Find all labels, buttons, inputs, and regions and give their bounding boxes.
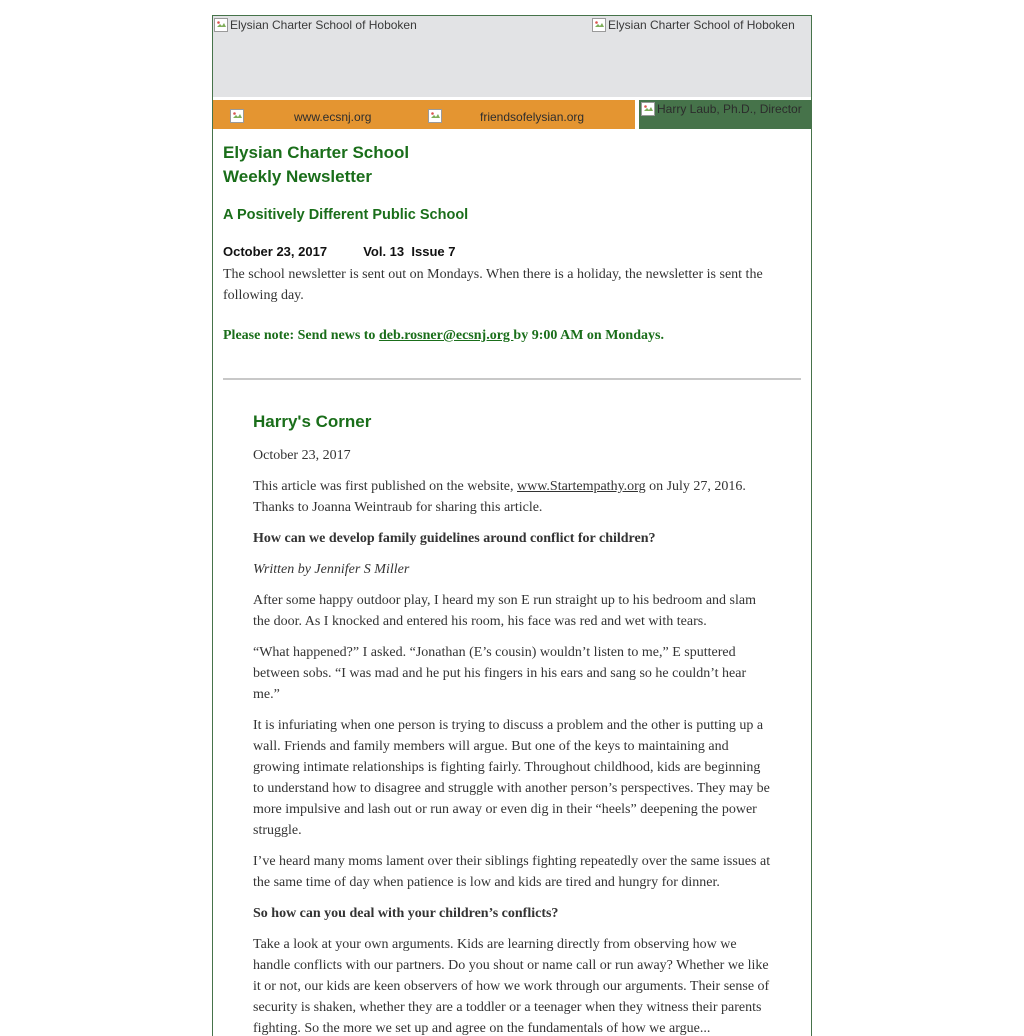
school-logo-left-alt: Elysian Charter School of Hoboken (230, 18, 417, 32)
broken-image-icon (230, 109, 244, 123)
newsletter-tagline: A Positively Different Public School (223, 207, 469, 223)
article-byline: Written by Jennifer S Miller (253, 562, 410, 577)
article-paragraph: “What happened?” I asked. “Jonathan (E’s cousin) wouldn’t listen to me,” E sputtered between sobs. “I was mad and he put his fingers in his ears and sang so he couldn’t hear me.” (253, 645, 747, 702)
source-suffix: on July 27, 2016. Thanks to Joanna Weintraub for sharing this article. (253, 479, 746, 515)
issue-number: Issue 7 (411, 244, 456, 259)
submission-note (223, 325, 803, 346)
nav-link-label: www.ecsnj.org (294, 110, 372, 124)
nav-link-label: friendsofelysian.org (480, 110, 585, 124)
source-prefix: This article was first published on the website, (253, 479, 517, 494)
issue-info (223, 244, 803, 260)
article-heading: Harry's Corner (253, 412, 372, 431)
nav-link-friends[interactable] (428, 109, 584, 124)
article-paragraph: After some happy outdoor play, I heard my son E run straight up to his bedroom and slam the door. As I knocked and entered his room, his face was red and wet with tears. (253, 593, 756, 629)
note-suffix: by 9:00 AM on Mondays. (513, 328, 664, 343)
issue-volume: Vol. 13 (363, 244, 405, 259)
newsletter-container (212, 15, 812, 1036)
startempathy-link[interactable]: www.Startempathy.org (517, 479, 646, 494)
header-banner (213, 16, 811, 97)
school-logo-right-alt: Elysian Charter School of Hoboken (608, 18, 795, 32)
title-line-2: Weekly Newsletter (223, 167, 372, 186)
article-date: October 23, 2017 (253, 448, 351, 463)
title-line-1: Elysian Charter School (223, 143, 410, 162)
harrys-corner-article (253, 411, 773, 1036)
article-paragraph: I’ve heard many moms lament over their siblings fighting repeatedly over the same issues at the same time of day when patience is low and kids are tired and hungry for dinner. (253, 854, 771, 890)
broken-image-icon (592, 18, 606, 32)
issue-date: October 23, 2017 (223, 244, 328, 259)
newsletter-content (223, 129, 803, 1036)
director-image-alt: Harry Laub, Ph.D., Director (657, 102, 802, 116)
broken-image-icon (214, 18, 228, 32)
article-source (253, 476, 773, 518)
newsletter-intro: The school newsletter is sent out on Mondays. When there is a holiday, the newsletter is sent the following day. (223, 267, 763, 303)
nav-bar (213, 100, 635, 129)
article-subheading: So how can you deal with your children’s conflicts? (253, 906, 559, 921)
article-paragraph: It is infuriating when one person is trying to discuss a problem and the other is putting up a wall. Friends and family members will argue. But one of the keys to maintaining and growing intimate relationships is fighting fairly. Throughout childhood, kids are beginning to understand how to disagree and struggle with another person’s perspectives. They may be more impulsive and lash out or run away or even dig in their “heels” deepening the power struggle. (253, 718, 770, 838)
note-prefix: Please note: Send news to (223, 328, 379, 343)
article-question: How can we develop family guidelines around conflict for children? (253, 531, 656, 546)
broken-image-icon (641, 102, 655, 116)
school-logo-right[interactable] (592, 18, 795, 32)
nav-link-ecsnj[interactable] (230, 109, 371, 124)
email-link[interactable]: deb.rosner@ecsnj.org (378, 328, 514, 343)
school-logo-left[interactable] (214, 18, 417, 32)
newsletter-title (223, 141, 803, 189)
broken-image-icon (428, 109, 442, 123)
director-banner (639, 100, 811, 129)
director-image (641, 102, 802, 116)
section-divider (223, 378, 801, 380)
article-paragraph: Take a look at your own arguments. Kids are learning directly from observing how we handle conflicts with our partners. Do you shout or name call or run away? Whether we like it or not, our kids are keen observers of how we work through our arguments. Their sense of security is shaken, whether they are a toddler or a teenager when they witness their parents fighting. So the more we set up and agree on the fundamentals of how we argue... (253, 937, 770, 1036)
